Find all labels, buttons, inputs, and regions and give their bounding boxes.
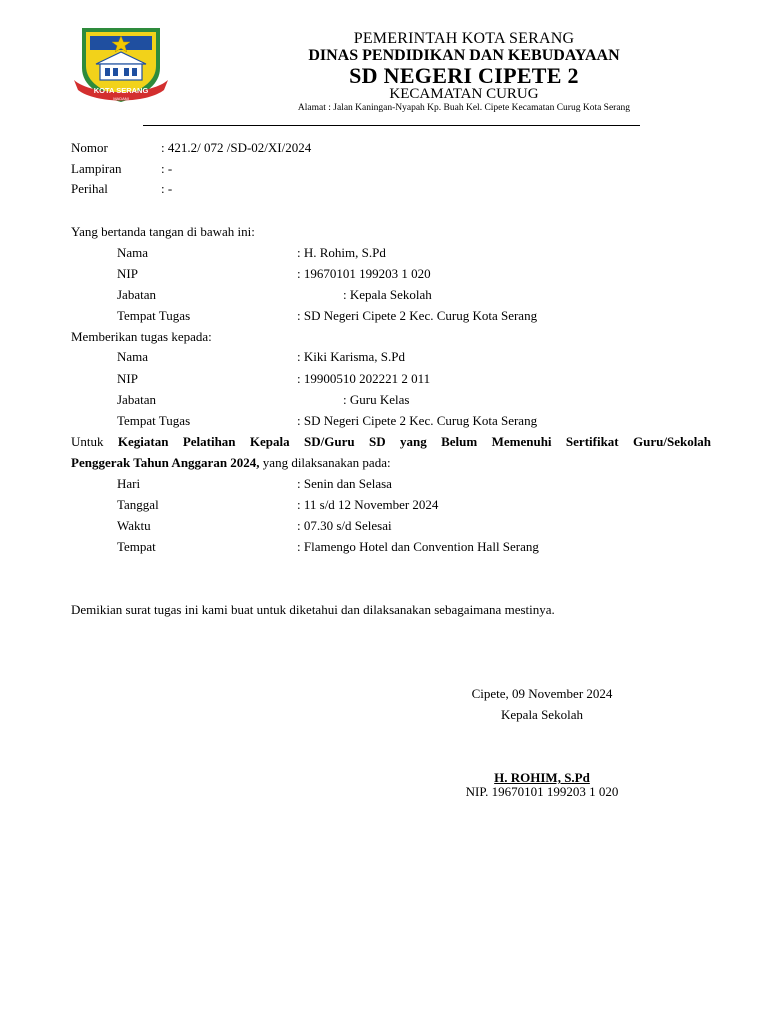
emblem-motto-text: MADANI (113, 96, 129, 101)
activity-word: Belum (441, 434, 478, 449)
letterhead-school-name: SD NEGERI CIPETE 2 (349, 63, 579, 88)
signature-name: H. ROHIM, S.Pd (494, 770, 590, 785)
assignee-workplace-label: Tempat Tugas (117, 413, 191, 428)
assignee-nip-value: : 19900510 202221 2 011 (297, 371, 431, 386)
letterhead-address: Alamat : Jalan Kaningan-Nyapah Kp. Buah Kel. Cipete Kecamatan Curug Kota Serang (297, 103, 631, 113)
activity-word: SD (368, 434, 386, 449)
letterhead-district: KECAMATAN CURUG (389, 86, 539, 102)
activity-word: Kegiatan (117, 434, 169, 449)
activity-line-2 (71, 455, 391, 471)
activity-word: Pelatihan (182, 434, 236, 449)
signer-position-label: Jabatan (117, 287, 156, 302)
letterhead-government: PEMERINTAH KOTA SERANG (353, 30, 575, 47)
signature-title: Kepala Sekolah (501, 707, 583, 722)
activity-bold-text: Penggerak Tahun Anggaran 2024, (71, 455, 260, 470)
assignee-position-value: : Guru Kelas (343, 392, 410, 407)
intro-text: Yang bertanda tangan di bawah ini: (71, 224, 255, 239)
schedule-time-value: : 07.30 s/d Selesai (297, 518, 392, 533)
activity-word: Memenuhi (491, 434, 552, 449)
activity-word: Sertifikat (565, 434, 619, 449)
signature-place-date: Cipete, 09 November 2024 (471, 686, 613, 701)
subject-label: Perihal (71, 181, 108, 196)
signer-workplace-label: Tempat Tugas (117, 308, 191, 323)
emblem-banner-text: KOTA SERANG (93, 86, 149, 95)
number-label: Nomor (71, 140, 108, 155)
activity-prefix: Untuk (71, 434, 104, 449)
schedule-day-label: Hari (117, 476, 141, 491)
signer-position-value: : Kepala Sekolah (343, 287, 432, 302)
schedule-date-label: Tanggal (117, 497, 159, 512)
signer-nip-label: NIP (117, 266, 138, 281)
attachment-value: : - (161, 161, 173, 176)
number-value: : 421.2/ 072 /SD-02/XI/2024 (161, 140, 312, 155)
activity-word: SD/Guru (304, 434, 355, 449)
assignee-nip-label: NIP (117, 371, 138, 386)
letterhead-department: DINAS PENDIDIKAN DAN KEBUDAYAAN (308, 47, 620, 64)
attachment-label: Lampiran (71, 161, 122, 176)
schedule-place-value: : Flamengo Hotel dan Convention Hall Serang (297, 539, 539, 554)
signer-name-value: : H. Rohim, S.Pd (297, 245, 386, 260)
activity-word: yang (399, 434, 427, 449)
signer-nip-value: : 19670101 199203 1 020 (297, 266, 431, 281)
signer-name-label: Nama (117, 245, 149, 260)
letterhead-divider (143, 125, 640, 126)
activity-line-1 (71, 434, 711, 450)
activity-word: Kepala (249, 434, 290, 449)
assignee-name-value: : Kiki Karisma, S.Pd (297, 349, 405, 364)
assignee-position-label: Jabatan (117, 392, 156, 407)
schedule-place-label: Tempat (117, 539, 156, 554)
assign-intro-text: Memberikan tugas kepada: (71, 329, 212, 344)
schedule-date-value: : 11 s/d 12 November 2024 (297, 497, 439, 512)
activity-rest-text: yang dilaksanakan pada: (259, 455, 391, 470)
subject-value: : - (161, 181, 173, 196)
closing-text: Demikian surat tugas ini kami buat untuk diketahui dan dilaksanakan sebagaimana mestinya. (71, 602, 555, 617)
signature-nip: NIP. 19670101 199203 1 020 (465, 784, 619, 799)
schedule-time-label: Waktu (117, 518, 151, 533)
assignee-workplace-value: : SD Negeri Cipete 2 Kec. Curug Kota Serang (297, 413, 538, 428)
assignee-name-label: Nama (117, 349, 149, 364)
schedule-day-value: : Senin dan Selasa (297, 476, 392, 491)
signer-workplace-value: : SD Negeri Cipete 2 Kec. Curug Kota Serang (297, 308, 538, 323)
activity-word: Guru/Sekolah (633, 434, 712, 449)
